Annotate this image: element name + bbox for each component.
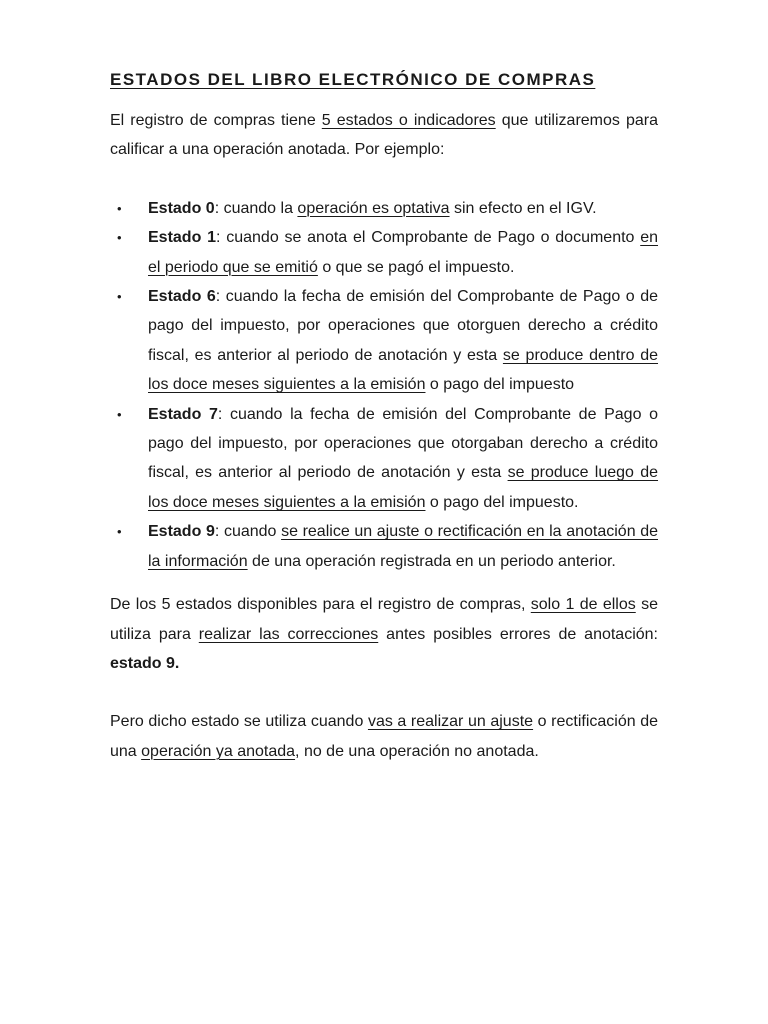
item-text-1: : cuando la fecha de emisión del Comprobante de Pago o de pago del impuesto, por operaciones que otorguen derecho a crédito fiscal, es anterior al periodo de anotación y esta bbox=[148, 288, 659, 364]
para3-underline-1: vas a realizar un ajuste bbox=[367, 713, 534, 731]
item-text-1: : cuando se anota el Comprobante de Pago o documento bbox=[216, 229, 641, 247]
para2-text-1: De los 5 estados disponibles para el registro de compras, bbox=[110, 596, 531, 614]
spacer bbox=[110, 165, 658, 194]
document-title: ESTADOS DEL LIBRO ELECTRÓNICO DE COMPRAS bbox=[110, 70, 596, 89]
item-label: Estado 1 bbox=[148, 229, 217, 247]
item-underline: se produce luego de los doce meses siguientes a la emisión bbox=[148, 464, 659, 511]
list-item-estado-9 bbox=[110, 517, 658, 576]
item-label: Estado 0 bbox=[148, 199, 215, 217]
paragraph-corrections bbox=[110, 590, 658, 678]
item-underline: se realice un ajuste o rectificación en la anotación de la información bbox=[148, 523, 659, 570]
list-item-estado-7 bbox=[110, 400, 658, 518]
spacer bbox=[110, 576, 658, 590]
item-text-2: sin efecto en el IGV. bbox=[449, 199, 597, 217]
list-item-estado-6 bbox=[110, 282, 658, 400]
item-label: Estado 6 bbox=[148, 288, 216, 306]
bullet-icon: • bbox=[117, 230, 122, 246]
item-underline: en el periodo que se emitió bbox=[148, 229, 659, 276]
item-label: Estado 7 bbox=[148, 405, 218, 423]
bullet-icon: • bbox=[117, 200, 122, 216]
item-label: Estado 9 bbox=[148, 523, 215, 541]
paragraph-adjustment bbox=[110, 707, 658, 766]
item-underline: se produce dentro de los doce meses siguientes a la emisión bbox=[148, 346, 659, 394]
states-list bbox=[110, 194, 658, 576]
intro-underline-1: 5 estados o indicadores bbox=[321, 112, 496, 129]
para2-text-2: se utiliza para bbox=[110, 596, 658, 643]
list-item-estado-1 bbox=[110, 223, 658, 282]
item-text-1: : cuando bbox=[214, 523, 282, 541]
item-text-2: o pago del impuesto. bbox=[425, 493, 579, 511]
bullet-icon: • bbox=[117, 524, 122, 540]
para2-underline-1: solo 1 de ellos bbox=[530, 596, 636, 614]
bullet-icon: • bbox=[117, 406, 122, 422]
para3-text-3: , no de una operación no anotada. bbox=[295, 742, 539, 760]
item-text-1: : cuando la bbox=[214, 199, 298, 217]
para3-underline-2: operación ya anotada bbox=[141, 742, 296, 760]
item-text-1: : cuando la fecha de emisión del Comprobante de Pago o pago del impuesto, por operaciones que otorgaban derecho a crédito fiscal, es anterior al periodo de anotación y esta bbox=[148, 405, 658, 482]
bullet-icon: • bbox=[117, 289, 122, 305]
spacer bbox=[110, 678, 658, 707]
para3-text-1: Pero dicho estado se utiliza cuando bbox=[110, 713, 368, 731]
item-text-2: o pago del impuesto bbox=[425, 376, 575, 394]
item-underline: operación es optativa bbox=[297, 199, 450, 217]
intro-paragraph bbox=[110, 106, 658, 165]
list-item-estado-0 bbox=[110, 194, 658, 223]
item-text-2: o que se pagó el impuesto. bbox=[317, 258, 515, 276]
para2-underline-2: realizar las correcciones bbox=[198, 625, 379, 643]
item-text-2: de una operación registrada en un periodo anterior. bbox=[247, 552, 616, 570]
intro-text-1: El registro de compras tiene bbox=[110, 112, 322, 129]
para3-text-2: o rectificación de una bbox=[110, 713, 659, 760]
para2-bold: estado 9. bbox=[110, 654, 180, 672]
intro-text-2: que utilizaremos para calificar a una operación anotada. Por ejemplo: bbox=[110, 112, 658, 159]
para2-text-3: antes posibles errores de anotación: bbox=[378, 625, 659, 643]
